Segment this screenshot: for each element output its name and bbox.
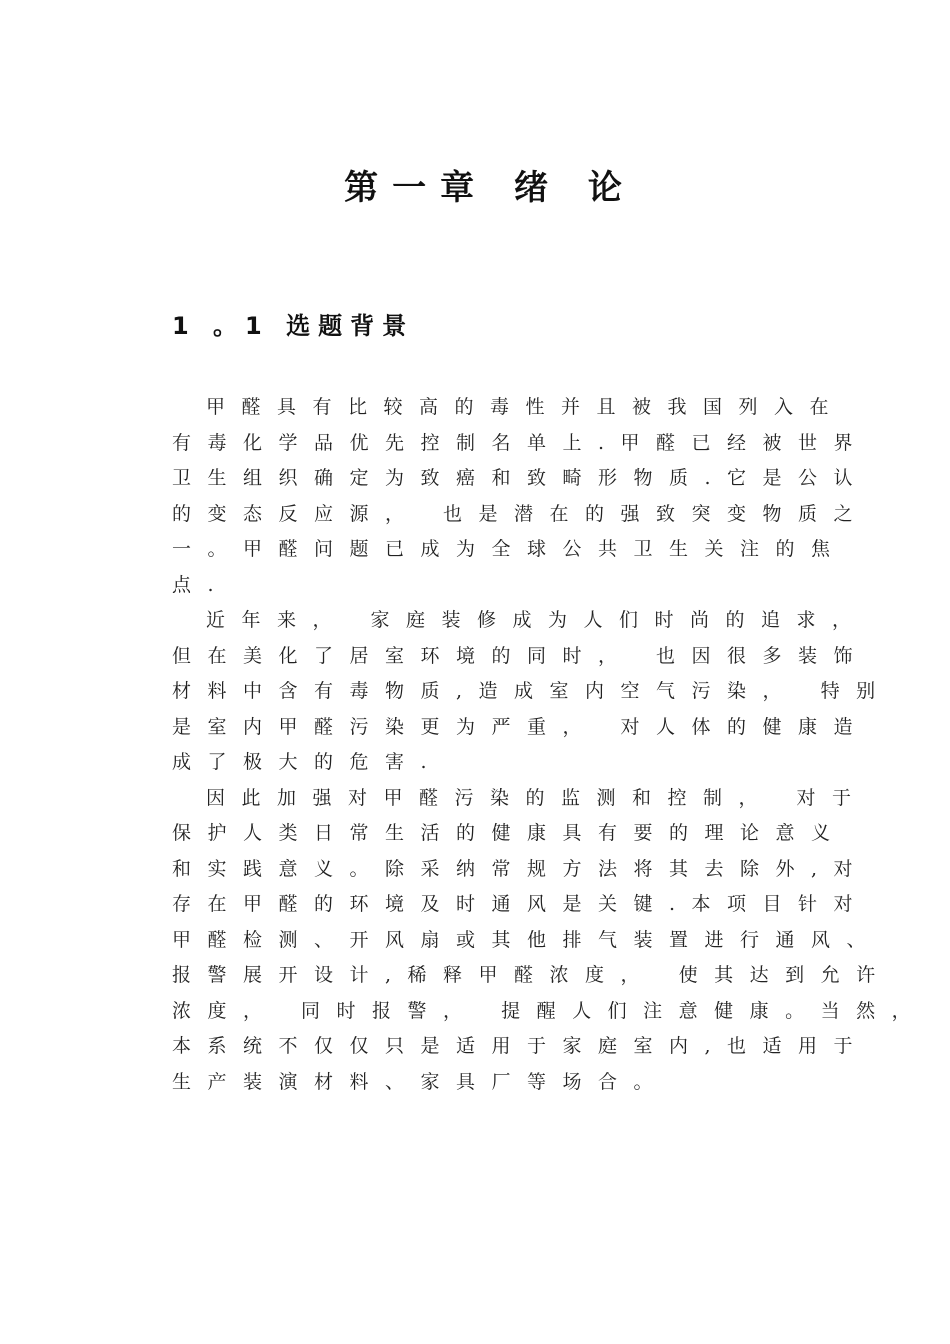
chapter-title: 第一章 绪 论 (344, 168, 636, 208)
paragraph-line: 近年来， 家庭装修成为人们时尚的追求， (206, 609, 868, 631)
paragraph-line: 但在美化了居室环境的同时， 也因很多装饰 (172, 644, 870, 667)
paragraph-line: 因此加强对甲醛污染的监测和控制， 对于 (206, 786, 868, 809)
paragraph-line: 成了极大的危害. (172, 751, 444, 773)
paragraph-line: 浓度， 同时报警， 提醒人们注意健康。当然， (172, 999, 928, 1022)
paragraph-line: 有毒化学品优先控制名单上.甲醛已经被世界 (172, 431, 870, 454)
paragraph-line: 和实践意义。除采纳常规方法将其去除外,对 (172, 857, 870, 880)
paragraph-line: 一。甲醛问题已成为全球公共卫生关注的焦 (172, 538, 847, 560)
paragraph-line: 是室内甲醛污染更为严重， 对人体的健康造 (172, 715, 870, 738)
paragraph-line: 本系统不仅仅只是适用于家庭室内,也适用于 (172, 1035, 870, 1057)
paragraph-line: 点. (172, 573, 231, 596)
section-title: 1 。1 选题背景 (172, 312, 415, 340)
paragraph-line: 材料中含有毒物质,造成室内空气污染， 特别 (172, 680, 892, 702)
paragraph-line: 报警展开设计,稀释甲醛浓度， 使其达到允许 (172, 964, 892, 986)
paragraph-line: 甲醛具有比较高的毒性并且被我国列入在 (206, 396, 846, 418)
paragraph-line: 保护人类日常生活的健康具有要的理论意义 (172, 822, 847, 844)
paragraph-line: 的变态反应源， 也是潜在的强致突变物质之 (172, 502, 870, 525)
paragraph-line: 生产装演材料、家具厂等场合。 (172, 1070, 670, 1093)
paragraph-line: 卫生组织确定为致癌和致畸形物质.它是公认 (172, 467, 870, 489)
paragraph-line: 甲醛检测、开风扇或其他排气装置进行通风、 (172, 928, 883, 951)
body-text (172, 390, 928, 1100)
paragraph-line: 存在甲醛的环境及时通风是关键.本项目针对 (172, 893, 870, 915)
